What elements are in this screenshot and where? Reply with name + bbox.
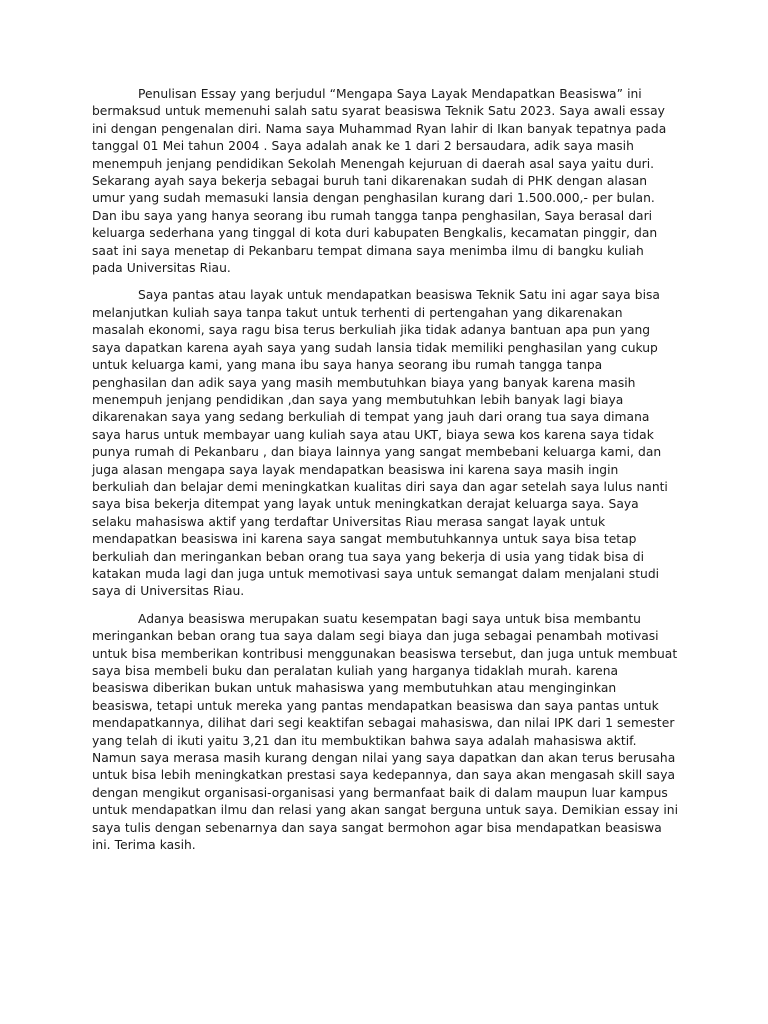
essay-paragraph-2: Saya pantas atau layak untuk mendapatkan beasiswa Teknik Satu ini agar saya bisa melanjutkan kuliah saya tanpa takut untuk terhenti di pertengahan yang dikarenakan masalah ekonomi, saya ragu bisa terus berkuliah jika tidak adanya bantuan apa pun yang saya dapatkan karena ayah saya yang sudah lansia tidak memiliki penghasilan yang cukup untuk keluarga kami, yang mana ibu saya hanya seorang ibu rumah tangga tanpa penghasilan dan adik saya yang masih membutuhkan biaya yang banyak karena masih menempuh jenjang pendidikan ,dan saya yang membutuhkan lebih banyak lagi biaya dikarenakan saya yang sedang berkuliah di tempat yang jauh dari orang tua saya dimana saya harus untuk membayar uang kuliah saya atau UKT, biaya sewa kos karena saya tidak punya rumah di Pekanbaru , dan biaya lainnya yang sangat membebani keluarga kami, dan juga alasan mengapa saya layak mendapatkan beasiswa ini karena saya masih ingin berkuliah dan belajar demi meningkatkan kualitas diri saya dan agar setelah saya lulus nanti saya bisa bekerja ditempat yang layak untuk meningkatkan derajat keluarga saya. Saya selaku mahasiswa aktif yang terdaftar Universitas Riau merasa sangat layak untuk mendapatkan beasiswa ini karena saya sangat membutuhkannya untuk saya bisa tetap berkuliah dan meringankan beban orang tua saya yang bekerja di usia yang tidak bisa di katakan muda lagi dan juga untuk memotivasi saya untuk semangat dalam menjalani studi saya di Universitas Riau.	[92, 288, 668, 599]
essay-paragraph-3: Adanya beasiswa merupakan suatu kesempatan bagi saya untuk bisa membantu meringankan beban orang tua saya dalam segi biaya dan juga sebagai penambah motivasi untuk bisa memberikan kontribusi menggunakan beasiswa tersebut, dan juga untuk membuat saya bisa membeli buku dan peralatan kuliah yang harganya tidaklah murah. karena beasiswa diberikan bukan untuk mahasiswa yang membutuhkan atau menginginkan beasiswa, tetapi untuk mereka yang pantas mendapatkan beasiswa dan saya pantas untuk mendapatkannya, dilihat dari segi keaktifan sebagai mahasiswa, dan nilai IPK dari 1 semester yang telah di ikuti yaitu 3,21 dan itu membuktikan bahwa saya adalah mahasiswa aktif. Namun saya merasa masih kurang dengan nilai yang saya dapatkan dan akan terus berusaha untuk bisa lebih meningkatkan prestasi saya kedepannya, dan saya akan mengasah skill saya dengan mengikut organisasi-organisasi yang bermanfaat baik di dalam maupun luar kampus untuk mendapatkan ilmu dan relasi yang akan sangat berguna untuk saya. Demikian essay ini saya tulis dengan sebenarnya dan saya sangat bermohon agar bisa mendapatkan beasiswa ini. Terima kasih.	[92, 611, 678, 853]
essay-body	[92, 86, 678, 864]
essay-paragraph-1: Penulisan Essay yang berjudul “Mengapa Saya Layak Mendapatkan Beasiswa” ini bermaksud untuk memenuhi salah satu syarat beasiswa Teknik Satu 2023. Saya awali essay ini dengan pengenalan diri. Nama saya Muhammad Ryan lahir di Ikan banyak tepatnya pada tanggal 01 Mei tahun 2004 . Saya adalah anak ke 1 dari 2 bersaudara, adik saya masih menempuh jenjang pendidikan Sekolah Menengah kejuruan di daerah asal saya yaitu duri. Sekarang ayah saya bekerja sebagai buruh tani dikarenakan sudah di PHK dengan alasan umur yang sudah memasuki lansia dengan penghasilan kurang dari 1.500.000,- per bulan. Dan ibu saya yang hanya seorang ibu rumah tangga tanpa penghasilan, Saya berasal dari keluarga sederhana yang tinggal di kota duri kabupaten Bengkalis, kecamatan pinggir, dan saat ini saya menetap di Pekanbaru tempat dimana saya menimba ilmu di bangku kuliah pada Universitas Riau.	[92, 87, 667, 276]
